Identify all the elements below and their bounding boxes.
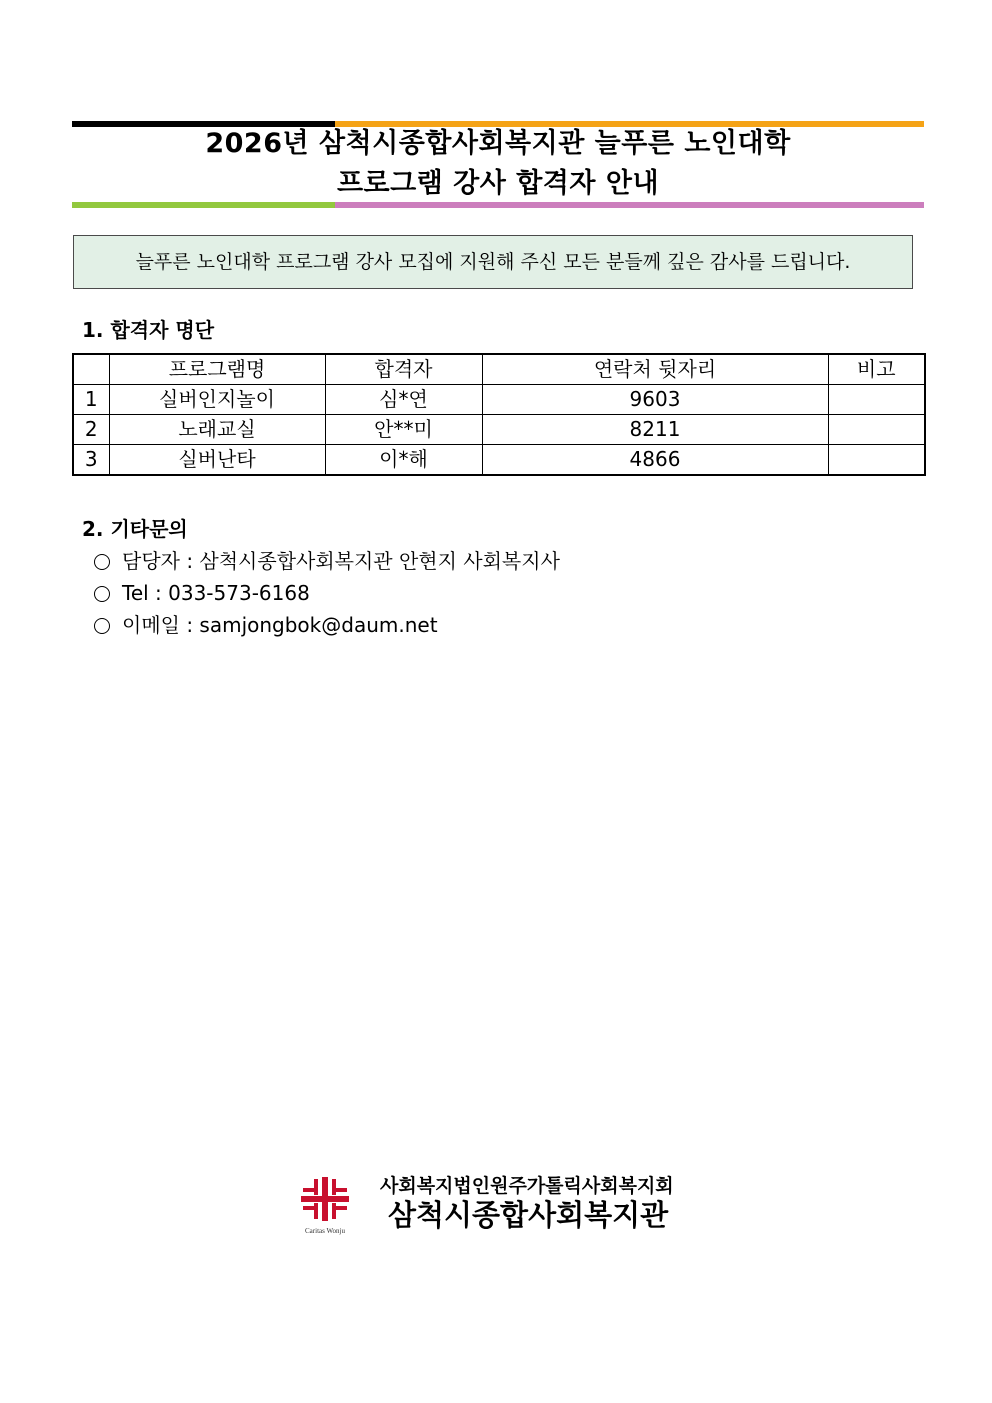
row-program: 실버인지놀이 (109, 385, 325, 415)
circle-bullet-icon (94, 618, 110, 634)
row-index: 1 (73, 385, 109, 415)
header-cell-contact: 연락처 뒷자리 (482, 354, 828, 385)
row-contact: 4866 (482, 445, 828, 476)
row-name: 안**미 (325, 415, 482, 445)
section2-title: 2. 기타문의 (82, 517, 188, 541)
header-bar-green (72, 202, 335, 208)
header-bar-pink (335, 202, 924, 208)
row-note (828, 385, 925, 415)
row-contact: 8211 (482, 415, 828, 445)
contact-person-text: 담당자 : 삼척시종합사회복지관 안현지 사회복지사 (122, 549, 560, 573)
page-title-line2: 프로그램 강사 합격자 안내 (336, 168, 660, 199)
table-row (73, 415, 925, 445)
row-program: 노래교실 (109, 415, 325, 445)
header-cell-name: 합격자 (325, 354, 482, 385)
header-cell-program: 프로그램명 (109, 354, 325, 385)
section1-title: 1. 합격자 명단 (82, 318, 215, 342)
contact-tel-line (94, 578, 310, 608)
table-row (73, 385, 925, 415)
page-title-line1: 2026년 삼척시종합사회복지관 늘푸른 노인대학 (205, 128, 791, 159)
row-index: 2 (73, 415, 109, 445)
row-contact: 9603 (482, 385, 828, 415)
circle-bullet-icon (94, 554, 110, 570)
contact-tel-text: Tel : 033-573-6168 (122, 581, 310, 605)
caritas-cross-icon (298, 1175, 352, 1237)
row-name: 심*연 (325, 385, 482, 415)
thanks-notice: 늘푸른 노인대학 프로그램 강사 모집에 지원해 주신 모든 분들께 깊은 감사를 드립니다. (73, 235, 913, 289)
header-cell-index (73, 354, 109, 385)
row-index: 3 (73, 445, 109, 476)
logo-caption: Caritas Wonju (305, 1227, 345, 1235)
roster-table (72, 353, 926, 476)
table-header-row (73, 354, 925, 385)
contact-person-line (94, 546, 560, 576)
table-row (73, 445, 925, 476)
contact-email-text: 이메일 : samjongbok@daum.net (122, 613, 438, 637)
circle-bullet-icon (94, 586, 110, 602)
header-cell-note: 비고 (828, 354, 925, 385)
row-note (828, 415, 925, 445)
row-note (828, 445, 925, 476)
contact-email-line (94, 610, 438, 640)
row-name: 이*해 (325, 445, 482, 476)
row-program: 실버난타 (109, 445, 325, 476)
org-name: 삼척시종합사회복지관 (388, 1198, 669, 1232)
org-parent-name: 사회복지법인원주가톨릭사회복지회 (380, 1175, 674, 1197)
